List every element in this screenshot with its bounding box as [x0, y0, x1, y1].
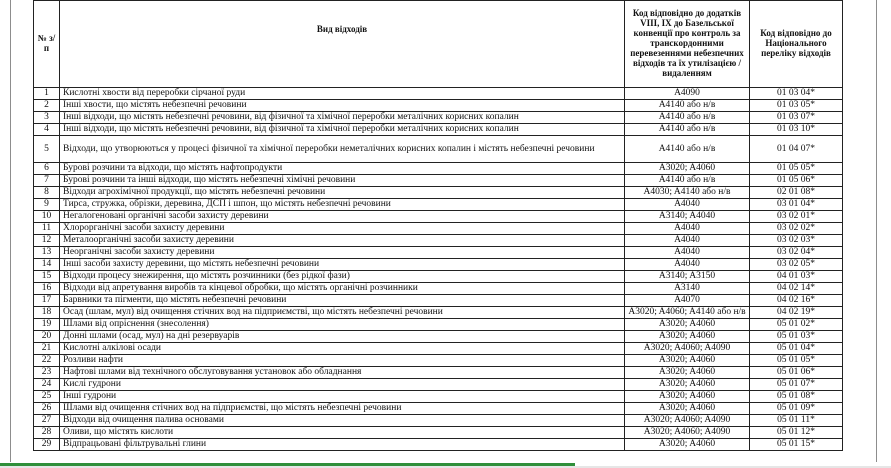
- row-basel-code: A4140 або н/в: [625, 112, 750, 124]
- row-basel-code: A4140 або н/в: [625, 136, 750, 163]
- row-number: 5: [34, 136, 60, 163]
- row-number: 18: [34, 307, 60, 319]
- row-number: 7: [34, 175, 60, 187]
- table-row: [34, 247, 843, 259]
- row-national-code: 01 04 07*: [750, 136, 843, 163]
- row-national-code: 03 02 02*: [750, 223, 843, 235]
- row-number: 15: [34, 271, 60, 283]
- row-number: 6: [34, 163, 60, 175]
- row-number: 26: [34, 403, 60, 415]
- row-number: 12: [34, 235, 60, 247]
- row-waste-type: Бурові розчини та відходи, що містять нафтопродукти: [60, 163, 625, 175]
- row-number: 14: [34, 259, 60, 271]
- row-number: 20: [34, 331, 60, 343]
- row-waste-type: Бурові розчини та інші відходи, що містять небезпечні хімічні речовини: [60, 175, 625, 187]
- table-row: [34, 211, 843, 223]
- row-national-code: 03 02 03*: [750, 235, 843, 247]
- waste-codes-table: [33, 0, 843, 451]
- table-row: [34, 415, 843, 427]
- row-basel-code: A3020; A4060: [625, 439, 750, 451]
- table-header: [34, 1, 843, 88]
- row-number: 22: [34, 355, 60, 367]
- row-national-code: 03 02 01*: [750, 211, 843, 223]
- row-waste-type: Шлами від опріснення (знесолення): [60, 319, 625, 331]
- page-left-border: [10, 0, 11, 462]
- row-national-code: 04 02 14*: [750, 283, 843, 295]
- row-number: 21: [34, 343, 60, 355]
- row-number: 8: [34, 187, 60, 199]
- table-row: [34, 355, 843, 367]
- row-national-code: 05 01 06*: [750, 367, 843, 379]
- table-row: [34, 235, 843, 247]
- row-number: 17: [34, 295, 60, 307]
- row-number: 11: [34, 223, 60, 235]
- row-waste-type: Нафтові шлами від технічного обслуговування установок або обладнання: [60, 367, 625, 379]
- row-basel-code: A4140 або н/в: [625, 175, 750, 187]
- table-row: [34, 199, 843, 211]
- row-waste-type: Інші відходи, що містять небезпечні речовини, від фізичної та хімічної переробки металічних корисних копалин: [60, 112, 625, 124]
- row-number: 23: [34, 367, 60, 379]
- row-national-code: 03 02 04*: [750, 247, 843, 259]
- row-number: 27: [34, 415, 60, 427]
- row-basel-code: A4030; A4140 або н/в: [625, 187, 750, 199]
- row-number: 10: [34, 211, 60, 223]
- table-row: [34, 331, 843, 343]
- row-waste-type: Кислотні алкілові осади: [60, 343, 625, 355]
- table-row: [34, 283, 843, 295]
- table-row: [34, 100, 843, 112]
- row-national-code: 02 01 08*: [750, 187, 843, 199]
- row-basel-code: A3020; A4060: [625, 379, 750, 391]
- header-basel-code: Код відповідно до додатків VIII, IX до Базельської конвенції про контроль за транскордонними перевезеннями небезпечних відходів та їх утилізацією / видаленням: [625, 1, 750, 88]
- row-national-code: 01 03 04*: [750, 88, 843, 100]
- row-national-code: 03 02 05*: [750, 259, 843, 271]
- row-national-code: 05 01 03*: [750, 331, 843, 343]
- row-national-code: 05 01 09*: [750, 403, 843, 415]
- row-waste-type: Відпрацьовані фільтрувальні глини: [60, 439, 625, 451]
- row-national-code: 05 01 02*: [750, 319, 843, 331]
- row-waste-type: Неорганічні засоби захисту деревини: [60, 247, 625, 259]
- row-basel-code: A3020; A4060: [625, 367, 750, 379]
- table-row: [34, 124, 843, 136]
- row-waste-type: Інші відходи, що містять небезпечні речовини, від фізичної та хімічної переробки металічних корисних копалин: [60, 124, 625, 136]
- row-national-code: 04 01 03*: [750, 271, 843, 283]
- table-row: [34, 88, 843, 100]
- table-row: [34, 112, 843, 124]
- row-waste-type: Відходи, що утворюються у процесі фізичної та хімічної переробки неметалічних корисних копалин і містять небезпечні речовини: [60, 136, 625, 163]
- table-row: [34, 136, 843, 163]
- row-national-code: 01 03 07*: [750, 112, 843, 124]
- row-basel-code: A3140: [625, 283, 750, 295]
- table-row: [34, 223, 843, 235]
- row-waste-type: Барвники та пігменти, що містять небезпечні речовини: [60, 295, 625, 307]
- row-waste-type: Відходи процесу знежирення, що містять розчинники (без рідкої фази): [60, 271, 625, 283]
- row-national-code: 05 01 08*: [750, 391, 843, 403]
- table-row: [34, 427, 843, 439]
- page-right-border: [876, 0, 877, 462]
- header-row: [34, 1, 843, 88]
- row-number: 2: [34, 100, 60, 112]
- row-number: 28: [34, 427, 60, 439]
- table-row: [34, 307, 843, 319]
- row-basel-code: A3020; A4060: [625, 403, 750, 415]
- row-national-code: 01 03 05*: [750, 100, 843, 112]
- row-basel-code: A3020; A4060; A4140 або н/в: [625, 307, 750, 319]
- row-waste-type: Негалогеновані органічні засоби захисту деревини: [60, 211, 625, 223]
- row-basel-code: A3020; A4060; A4090: [625, 415, 750, 427]
- row-basel-code: A4040: [625, 199, 750, 211]
- table-row: [34, 343, 843, 355]
- row-number: 24: [34, 379, 60, 391]
- row-basel-code: A3020; A4060: [625, 355, 750, 367]
- table-row: [34, 295, 843, 307]
- row-basel-code: A4070: [625, 295, 750, 307]
- row-basel-code: A3020; A4060: [625, 319, 750, 331]
- row-national-code: 03 01 04*: [750, 199, 843, 211]
- row-waste-type: Розливи нафти: [60, 355, 625, 367]
- table-row: [34, 271, 843, 283]
- row-waste-type: Кислі гудрони: [60, 379, 625, 391]
- table-body: [34, 88, 843, 451]
- row-national-code: 05 01 04*: [750, 343, 843, 355]
- row-basel-code: A4090: [625, 88, 750, 100]
- row-basel-code: A3020; A4060: [625, 331, 750, 343]
- row-national-code: 01 03 10*: [750, 124, 843, 136]
- row-number: 25: [34, 391, 60, 403]
- row-basel-code: A4040: [625, 247, 750, 259]
- row-waste-type: Відходи від очищення палива основами: [60, 415, 625, 427]
- row-national-code: 05 01 05*: [750, 355, 843, 367]
- row-basel-code: A3020; A4060; A4090: [625, 427, 750, 439]
- table-row: [34, 259, 843, 271]
- row-number: 3: [34, 112, 60, 124]
- header-number: № з/п: [34, 1, 60, 88]
- table-row: [34, 319, 843, 331]
- row-waste-type: Інші гудрони: [60, 391, 625, 403]
- row-number: 19: [34, 319, 60, 331]
- row-national-code: 05 01 12*: [750, 427, 843, 439]
- row-waste-type: Тирса, стружка, обрізки, деревина, ДСП і шпон, що містять небезпечні речовини: [60, 199, 625, 211]
- table-row: [34, 163, 843, 175]
- row-national-code: 01 05 06*: [750, 175, 843, 187]
- row-waste-type: Інші хвости, що містять небезпечні речовини: [60, 100, 625, 112]
- row-basel-code: A3020; A4060: [625, 391, 750, 403]
- row-basel-code: A4040: [625, 235, 750, 247]
- row-basel-code: A4040: [625, 223, 750, 235]
- row-number: 9: [34, 199, 60, 211]
- row-waste-type: Осад (шлам, мул) від очищення стічних вод на підприємстві, що містять небезпечні речовини: [60, 307, 625, 319]
- row-waste-type: Металоорганічні засоби захисту деревини: [60, 235, 625, 247]
- row-national-code: 05 01 15*: [750, 439, 843, 451]
- table-row: [34, 379, 843, 391]
- row-waste-type: Хлорорганічні засоби захисту деревини: [60, 223, 625, 235]
- row-waste-type: Оливи, що містять кислоти: [60, 427, 625, 439]
- row-waste-type: Відходи від апретування виробів та кінцевої обробки, що містять органічні розчинники: [60, 283, 625, 295]
- row-basel-code: A3140; A4040: [625, 211, 750, 223]
- table-row: [34, 367, 843, 379]
- row-national-code: 04 02 16*: [750, 295, 843, 307]
- row-number: 1: [34, 88, 60, 100]
- row-basel-code: A3140; A3150: [625, 271, 750, 283]
- row-waste-type: Донні шлами (осад, мул) на дні резервуарів: [60, 331, 625, 343]
- row-national-code: 05 01 11*: [750, 415, 843, 427]
- row-basel-code: A4040: [625, 259, 750, 271]
- table-row: [34, 439, 843, 451]
- header-waste-type: Вид відходів: [60, 1, 625, 88]
- row-basel-code: A4140 або н/в: [625, 124, 750, 136]
- row-waste-type: Шлами від очищення стічних вод на підприємстві, що містять небезпечні речовини: [60, 403, 625, 415]
- header-national-code: Код відповідно до Національного переліку відходів: [750, 1, 843, 88]
- row-waste-type: Кислотні хвости від переробки сірчаної руди: [60, 88, 625, 100]
- row-number: 29: [34, 439, 60, 451]
- row-basel-code: A4140 або н/в: [625, 100, 750, 112]
- row-national-code: 05 01 07*: [750, 379, 843, 391]
- row-basel-code: A3020; A4060: [625, 163, 750, 175]
- row-waste-type: Інші засоби захисту деревини, що містять небезпечні речовини: [60, 259, 625, 271]
- table-row: [34, 403, 843, 415]
- row-national-code: 04 02 19*: [750, 307, 843, 319]
- table-row: [34, 391, 843, 403]
- table-row: [34, 175, 843, 187]
- table-row: [34, 187, 843, 199]
- row-national-code: 01 05 05*: [750, 163, 843, 175]
- row-basel-code: A3020; A4060; A4090: [625, 343, 750, 355]
- row-number: 13: [34, 247, 60, 259]
- row-number: 4: [34, 124, 60, 136]
- row-number: 16: [34, 283, 60, 295]
- row-waste-type: Відходи агрохімічної продукції, що містять небезпечні речовини: [60, 187, 625, 199]
